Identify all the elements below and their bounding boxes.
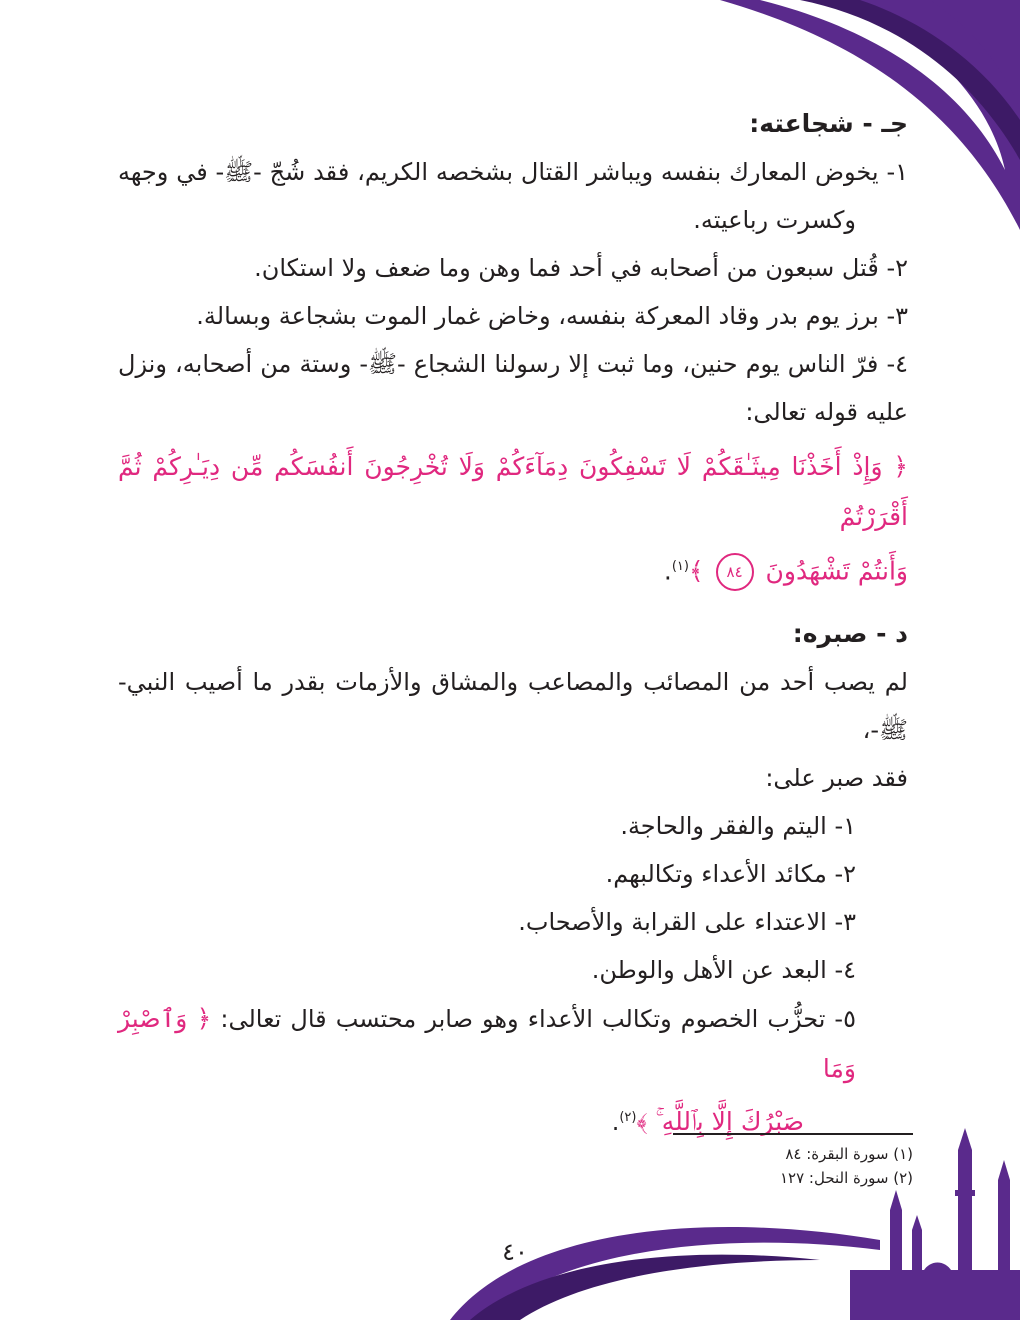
section-c-item-2: ٢- قُتل سبعون من أصحابه في أحد فما وهن وما ضعف ولا استكان.	[254, 254, 908, 282]
quran-verse-1-period: .	[663, 556, 672, 586]
quran-verse-2-part-2: صَبْرُكَ إِلَّا بِٱللَّهِ ۚ ﴾	[636, 1107, 804, 1137]
section-c-item-1-line-2: وكسرت رباعيته.	[693, 206, 856, 234]
page-content	[118, 100, 908, 1147]
quran-verse-1-line-1: ﴿ وَإِذْ أَخَذْنَا مِيثَـٰقَكُمْ لَا تَسْفِكُونَ دِمَآءَكُمْ وَلَا تُخْرِجُونَ أَنفُسَكُم مِّن دِيَـٰرِكُمْ ثُمَّ أَقْرَرْتُمْ	[118, 452, 908, 531]
quran-verse-2-part-1: ﴿ وَٱصْبِرْ وَمَا	[118, 1004, 856, 1084]
section-c-item-4-line-2: عليه قوله تعالى:	[745, 398, 908, 426]
quran-verse-2-period: .	[611, 1108, 620, 1137]
page-number: ٤٠	[502, 1238, 528, 1266]
section-c-item-1-line-1: ١- يخوض المعارك بنفسه ويباشر القتال بشخصه الكريم، فقد شُجّ -ﷺ- في وجهه	[118, 158, 908, 186]
section-d-intro-line-2: فقد صبر على:	[765, 764, 908, 793]
section-d-heading: د - صبره:	[792, 619, 908, 649]
section-d-item-4: ٤- البعد عن الأهل والوطن.	[591, 956, 856, 985]
footnote-divider	[673, 1133, 913, 1135]
quran-verse-1-line-2	[118, 542, 908, 596]
ayah-number-badge: ٨٤	[716, 553, 754, 591]
section-d-item-5-text: ٥- تحزُّب الخصوم وتكالب الأعداء وهو صابر محتسب قال تعالى:	[220, 1005, 856, 1034]
section-d-item-1: ١- اليتم والفقر والحاجة.	[620, 812, 856, 841]
section-d-item-2: ٢- مكائد الأعداء وتكالبهم.	[605, 860, 856, 889]
section-d-item-5-line-2	[118, 1094, 908, 1147]
quran-verse-1	[118, 442, 908, 596]
quran-verse-1-ending: وَأَنتُمْ تَشْهَدُونَ	[765, 556, 908, 586]
quran-closing-bracket: ﴾	[688, 556, 704, 586]
footnote-1: (١) سورة البقرة: ٨٤	[785, 1145, 913, 1163]
section-c-heading: جـ - شجاعته:	[749, 109, 908, 138]
section-d-item-5-line-1	[118, 994, 908, 1094]
footnote-ref-1: (١)	[671, 559, 689, 574]
section-d-item-3: ٣- الاعتداء على القرابة والأصحاب.	[518, 908, 856, 937]
footnotes	[593, 1142, 913, 1190]
section-d-intro-line-1: لم يصب أحد من المصائب والمصاعب والمشاق والأزمات بقدر ما أصيب النبي-ﷺ-،	[118, 668, 908, 745]
footnote-2: (٢) سورة النحل: ١٢٧	[779, 1169, 913, 1187]
section-c-item-4-line-1: ٤- فرّ الناس يوم حنين، وما ثبت إلا رسولنا الشجاع -ﷺ- وستة من أصحابه، ونزل	[118, 350, 908, 378]
footnote-ref-2: (٢)	[619, 1110, 637, 1126]
section-c-item-3: ٣- برز يوم بدر وقاد المعركة بنفسه، وخاض غمار الموت بشجاعة وبسالة.	[196, 302, 908, 330]
